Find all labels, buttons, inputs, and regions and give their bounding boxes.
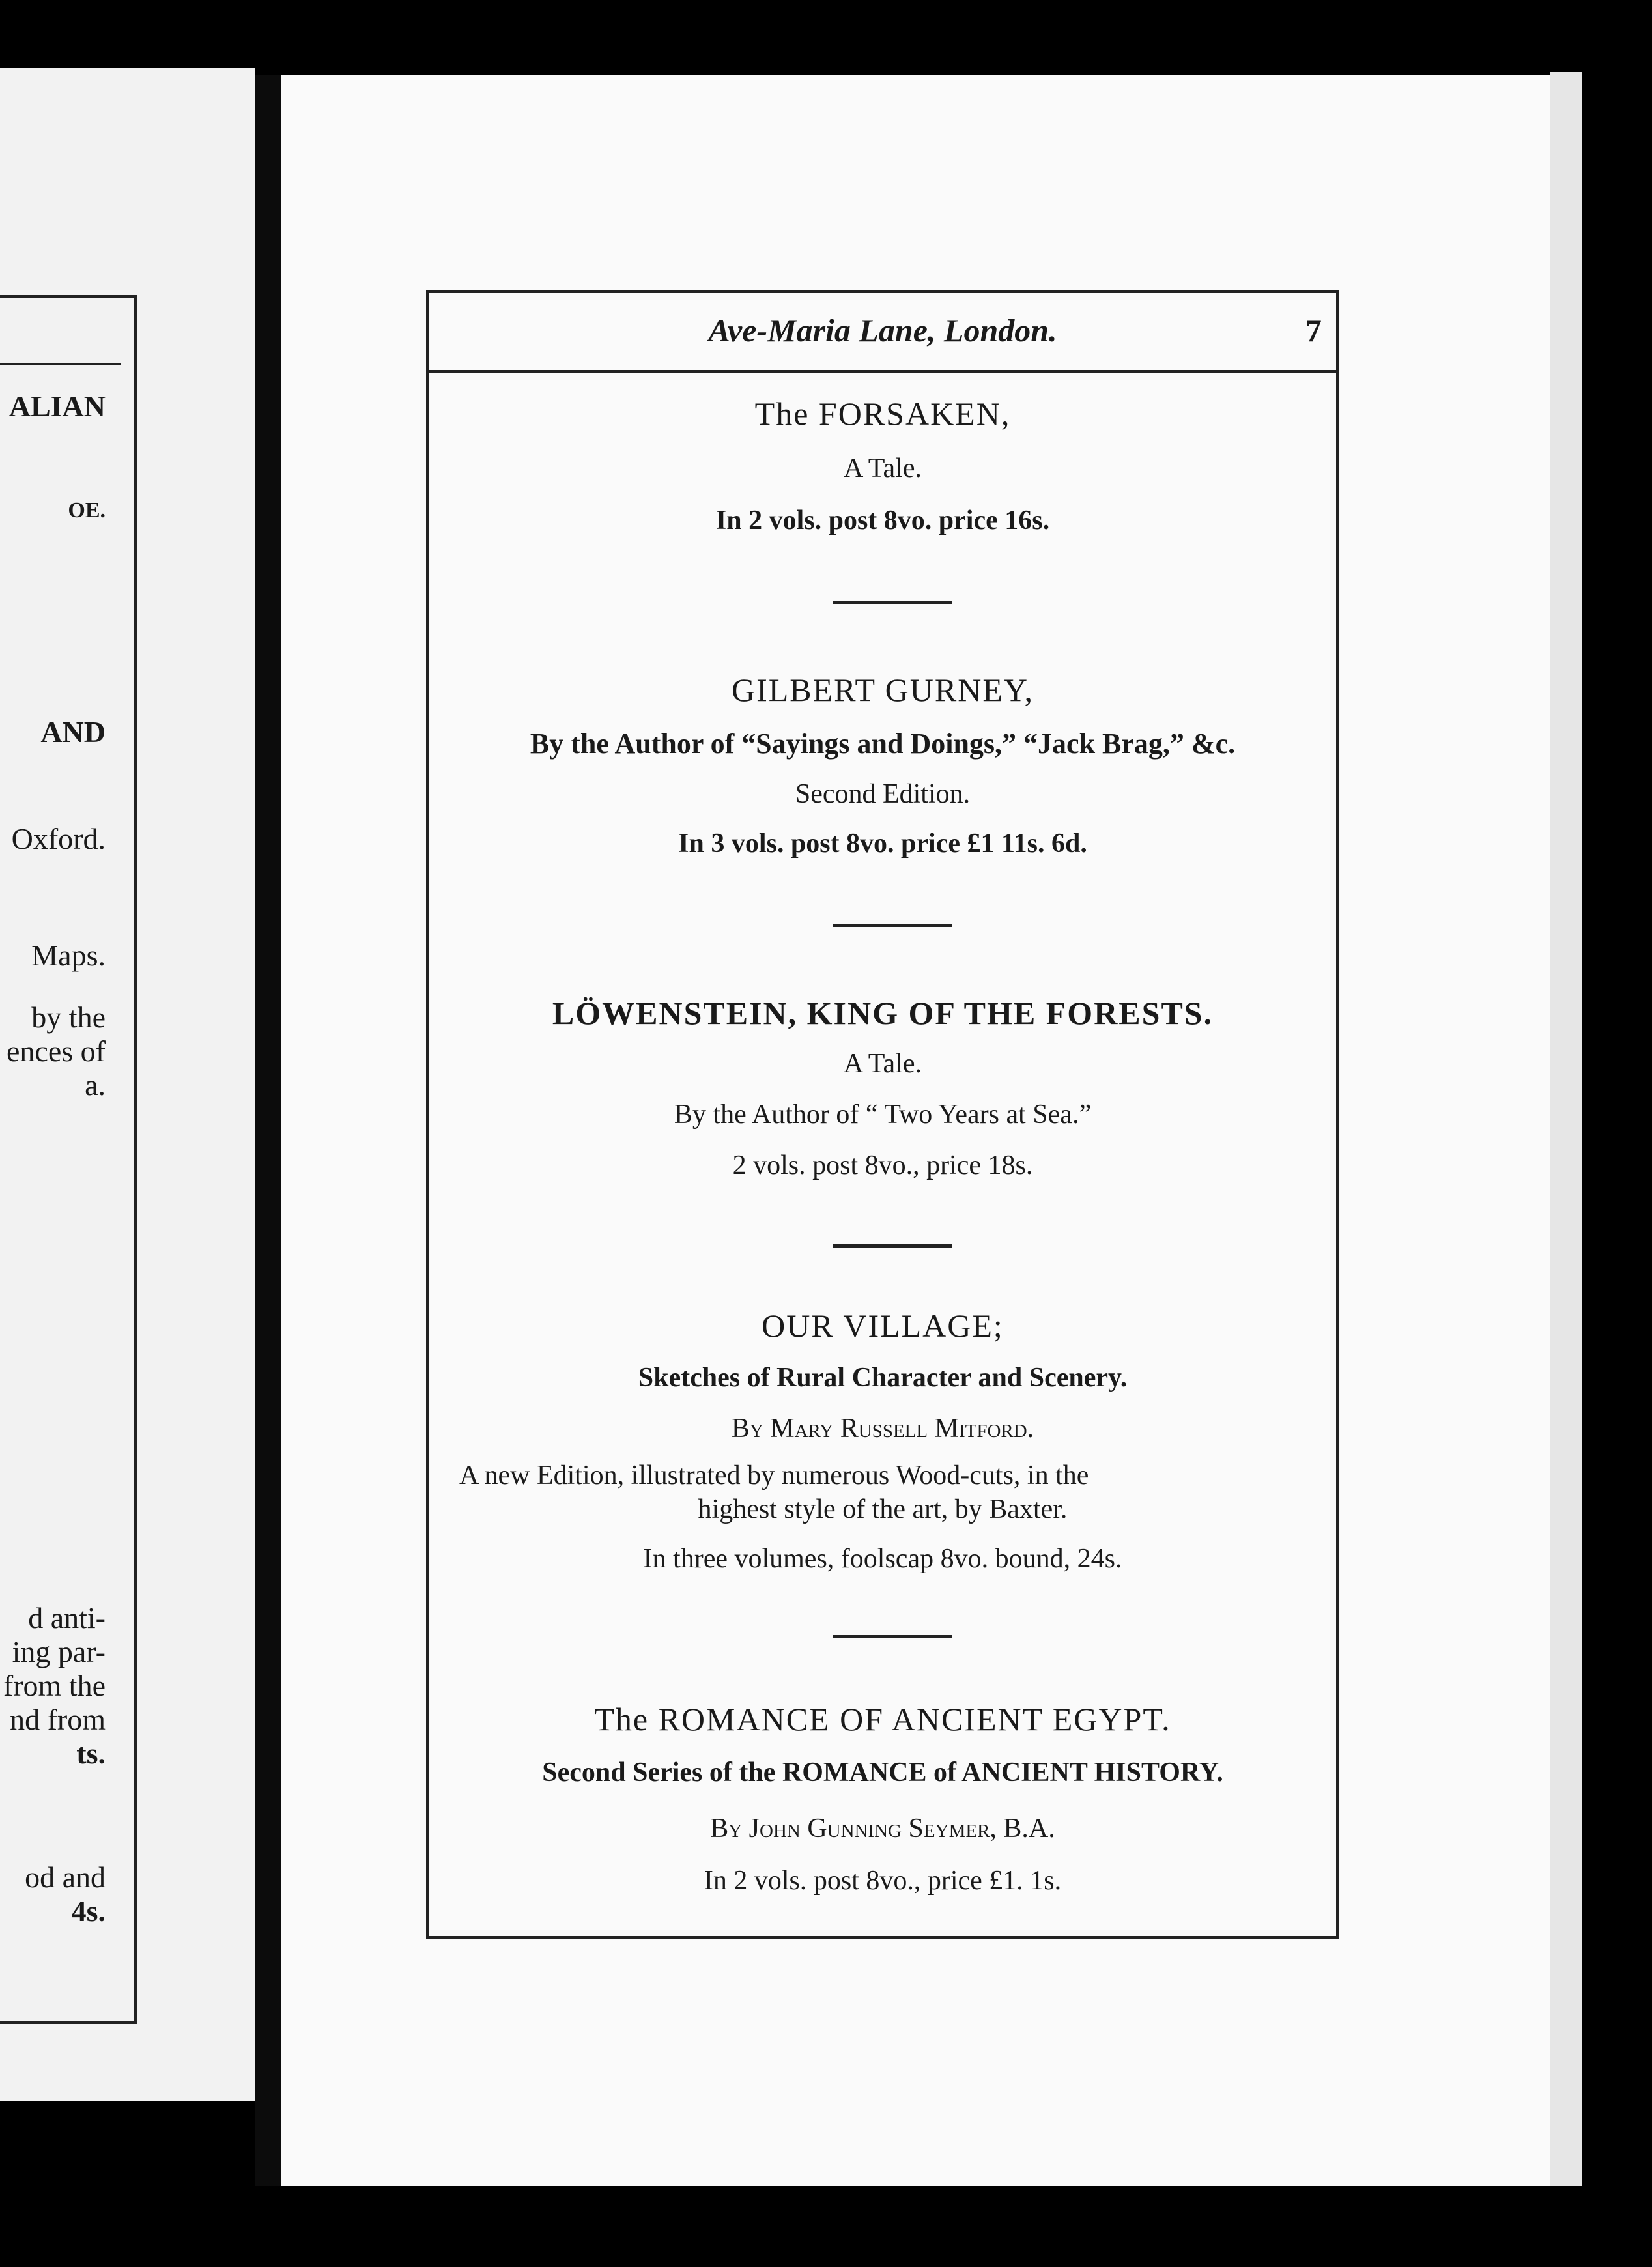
- left-page: [0, 68, 255, 2101]
- entry-title: The ROMANCE OF ANCIENT EGYPT.: [594, 1701, 1171, 1737]
- entry-title: OUR VILLAGE;: [762, 1307, 1004, 1344]
- entry-line: By Mary Russell Mitford.: [731, 1414, 1034, 1444]
- page-frame: [426, 290, 1339, 1939]
- book-gutter: [255, 75, 281, 2186]
- entry-line: A Tale.: [844, 1049, 922, 1079]
- entry-line: In three volumes, foolscap 8vo. bound, 24s.: [643, 1544, 1122, 1574]
- left-fragment: ences of: [7, 1034, 106, 1068]
- entry-line: A new Edition, illustrated by numerous Wood-cuts, in the: [459, 1461, 1089, 1490]
- entry-title: GILBERT GURNEY,: [731, 672, 1034, 708]
- entry-line: In 2 vols. post 8vo., price £1. 1s.: [704, 1866, 1062, 1896]
- bottom-shadow: [281, 2186, 1582, 2267]
- entry-line: Second Edition.: [795, 779, 971, 809]
- left-fragment: OE.: [68, 498, 106, 522]
- left-fragment: d anti-: [28, 1601, 106, 1634]
- left-fragment: Oxford.: [11, 822, 106, 855]
- separator-rule: [833, 601, 952, 604]
- separator-rule: [833, 1635, 952, 1638]
- left-fragment: from the: [3, 1669, 106, 1702]
- left-fragment: 4s.: [71, 1894, 106, 1928]
- left-fragment: Maps.: [31, 939, 106, 972]
- page-edge: [1550, 72, 1582, 2189]
- entry-line: By the Author of “Sayings and Doings,” “Jack Brag,” &c.: [530, 728, 1236, 760]
- entry-line: In 2 vols. post 8vo. price 16s.: [715, 506, 1050, 535]
- left-page-frame: [0, 295, 137, 2024]
- page-number: 7: [1305, 312, 1322, 349]
- left-fragment: ALIAN: [8, 390, 106, 423]
- entry-line: In 3 vols. post 8vo. price £1 11s. 6d.: [678, 829, 1087, 859]
- left-fragment: nd from: [10, 1703, 106, 1736]
- header-rule: [429, 370, 1336, 373]
- entry-line: 2 vols. post 8vo., price 18s.: [732, 1150, 1033, 1180]
- left-page-header-rule: [0, 363, 121, 365]
- entry-title: The FORSAKEN,: [754, 395, 1011, 432]
- entry-line: Sketches of Rural Character and Scenery.: [638, 1363, 1128, 1393]
- running-head: Ave-Maria Lane, London.: [708, 312, 1057, 349]
- separator-rule: [833, 924, 952, 927]
- entry-line: highest style of the art, by Baxter.: [698, 1494, 1068, 1524]
- separator-rule: [833, 1244, 952, 1248]
- left-fragment: by the: [31, 1001, 106, 1034]
- entry-title: LÖWENSTEIN, KING OF THE FORESTS.: [552, 995, 1214, 1031]
- entry-line: By the Author of “ Two Years at Sea.”: [674, 1100, 1092, 1130]
- entry-line: By John Gunning Seymer, B.A.: [710, 1814, 1055, 1844]
- entry-line: A Tale.: [844, 453, 922, 483]
- left-fragment: od and: [25, 1861, 106, 1894]
- left-fragment: AND: [40, 715, 106, 749]
- left-fragment: ts.: [76, 1737, 106, 1770]
- left-fragment: ing par-: [12, 1635, 106, 1668]
- entry-line: Second Series of the ROMANCE of ANCIENT HISTORY.: [542, 1758, 1223, 1788]
- left-fragment: a.: [85, 1068, 106, 1102]
